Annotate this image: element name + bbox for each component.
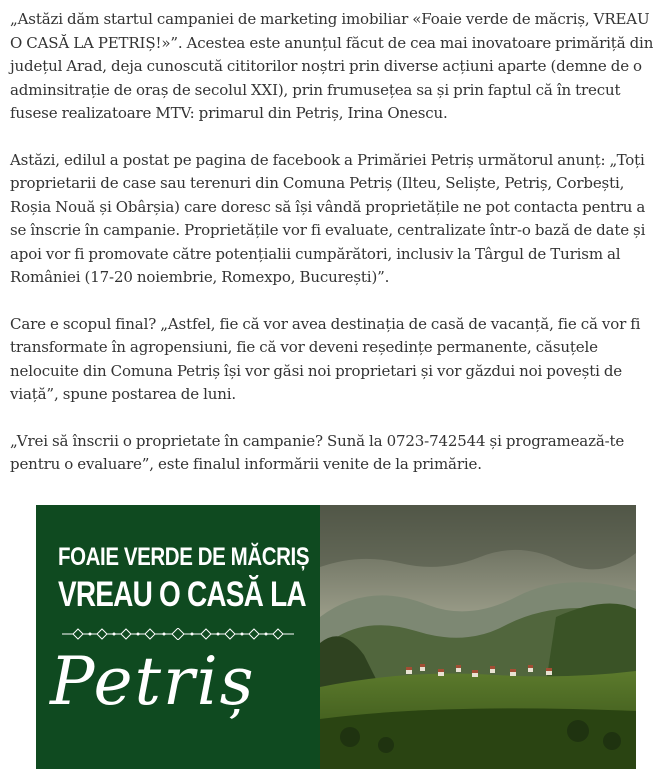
article-paragraph: „Vrei să înscrii o proprietate în campanie? Sună la 0723-742544 și programează-te pentru o evaluare”, este finalul informării venite de la primărie. (10, 431, 625, 473)
campaign-image (36, 505, 636, 769)
article-paragraph: Care e scopul final? „Astfel, fie că vor avea destinația de casă de vacanță, fie că vor fi transformate în agropensiuni, fie că vor deveni reședințe permanente, căsuțele nelocuite din Comuna Petriș își vor găsi noi proprietari și vor găzdui noi povești de viață”, spune postarea de luni. (10, 314, 641, 403)
article-paragraph: Astăzi, edilul a postat pe pagina de facebook a Primăriei Petriș următorul anunț: „Toți proprietarii de case sau terenuri din Comuna Petriș (Ilteu, Seliște, Petriș, Corbești, Roșia Nouă și Obârșia) care doresc să își vândă proprietățile ne pot contacta pentru a se înscrie în campanie. Proprietățile vor fi evaluate, centralizate într-o bază de date și apoi vor fi promovate către potențialii cumpărători, inclusiv la Târgul de Turism al României (17-20 noiembrie, Romexpo, București)”. (10, 150, 646, 286)
banner-town-name: Petriș (50, 643, 256, 720)
campaign-banner (36, 505, 320, 769)
article-paragraph: „Astăzi dăm startul campaniei de marketing imobiliar «Foaie verde de măcriș, VREAU O CASĂ LA PETRIȘ!»”. Acestea este anunțul făcut de cea mai inovatoare primăriță din județul Arad, deja cunoscută cititorilor noștri prin diverse acțiuni aparte (demne de o adminsitrație de oraș de secolul XXI), prin frumusețea sa și prin faptul că în trecut fusese realizatoare MTV: primarul din Petriș, Irina Onescu. (10, 10, 654, 122)
landscape-photo (320, 505, 636, 769)
banner-line1: FOAIE VERDE DE MĂCRIȘ (58, 543, 310, 571)
banner-line2: VREAU O CASĂ LA (58, 575, 306, 614)
ornament-divider-icon (62, 628, 294, 640)
